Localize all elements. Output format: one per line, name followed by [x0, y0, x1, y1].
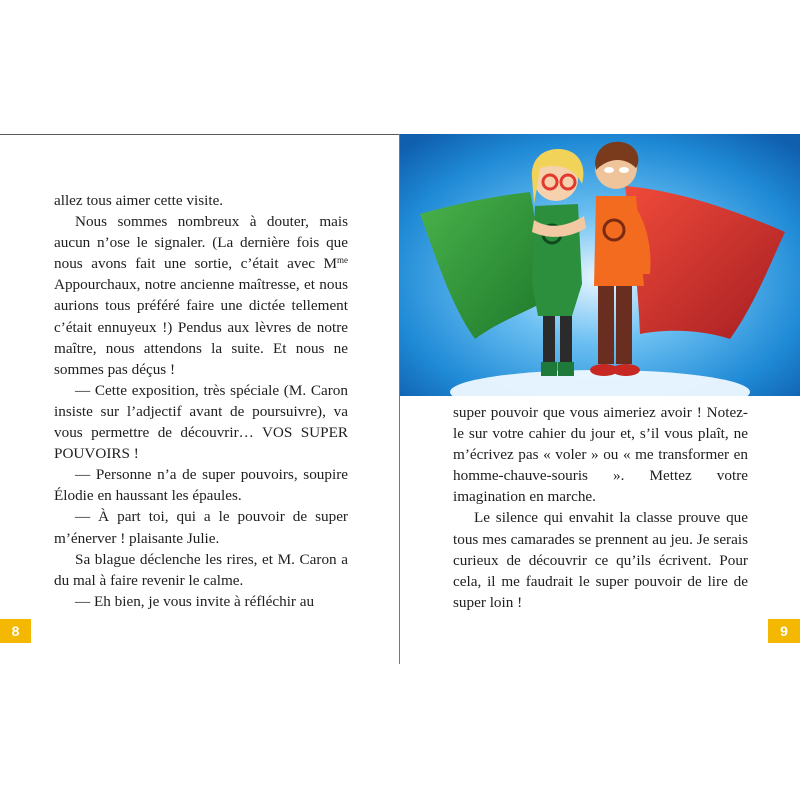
paragraph: allez tous aimer cette visite.	[54, 192, 224, 209]
paragraph: — Cette exposition, très spéciale (M. Caron insiste sur l’adjectif avant de poursuivre), va vous permettre de découvrir… VOS SUPER POUVOIRS !	[54, 381, 348, 463]
paragraph: — À part toi, qui a le pouvoir de super m’énerver ! plaisante Julie.	[54, 508, 348, 547]
page-number-right: 9	[768, 619, 800, 643]
superhero-illustration	[400, 134, 800, 396]
left-page-text	[54, 190, 348, 612]
paragraph: super pouvoir que vous aimeriez avoir ! Notez-le sur votre cahier du jour et, s’il vous plaît, ne m’écrivez pas « voler » ou « me transformer en homme-chauve-souris ». Mettez votre imagination en marche.	[453, 404, 748, 506]
paragraph: — Eh bien, je vous invite à réfléchir au	[75, 592, 315, 610]
paragraph: Sa blague déclenche les rires, et M. Caron a du mal à faire revenir le calme.	[54, 550, 348, 589]
page-number-left: 8	[0, 619, 31, 643]
paragraph	[54, 211, 348, 380]
text-run: Appourchaux, notre ancienne maîtresse, et nous aurions tous préféré faire une dictée tellement c’était ennuyeux !) Pendus aux lèvres de notre maître, nous attendons la suite. Et nous ne sommes pas déçus !	[54, 276, 348, 378]
illustration-svg	[400, 134, 800, 396]
right-page-text	[453, 402, 748, 613]
paragraph: Le silence qui envahit la classe prouve que tous mes camarades se prennent au jeu. Je serais curieux de découvrir ce qu’ils écrivent. Pour cela, il me faudrait le super pouvoir de lire de super loin !	[453, 509, 748, 611]
superscript: me	[337, 255, 348, 266]
paragraph: — Personne n’a de super pouvoirs, soupire Élodie en haussant les épaules.	[54, 466, 348, 505]
text-run: Nous sommes nombreux à douter, mais aucun n’ose le signaler. (La dernière fois que nous avons fait une sortie, c’était avec M	[54, 213, 348, 273]
